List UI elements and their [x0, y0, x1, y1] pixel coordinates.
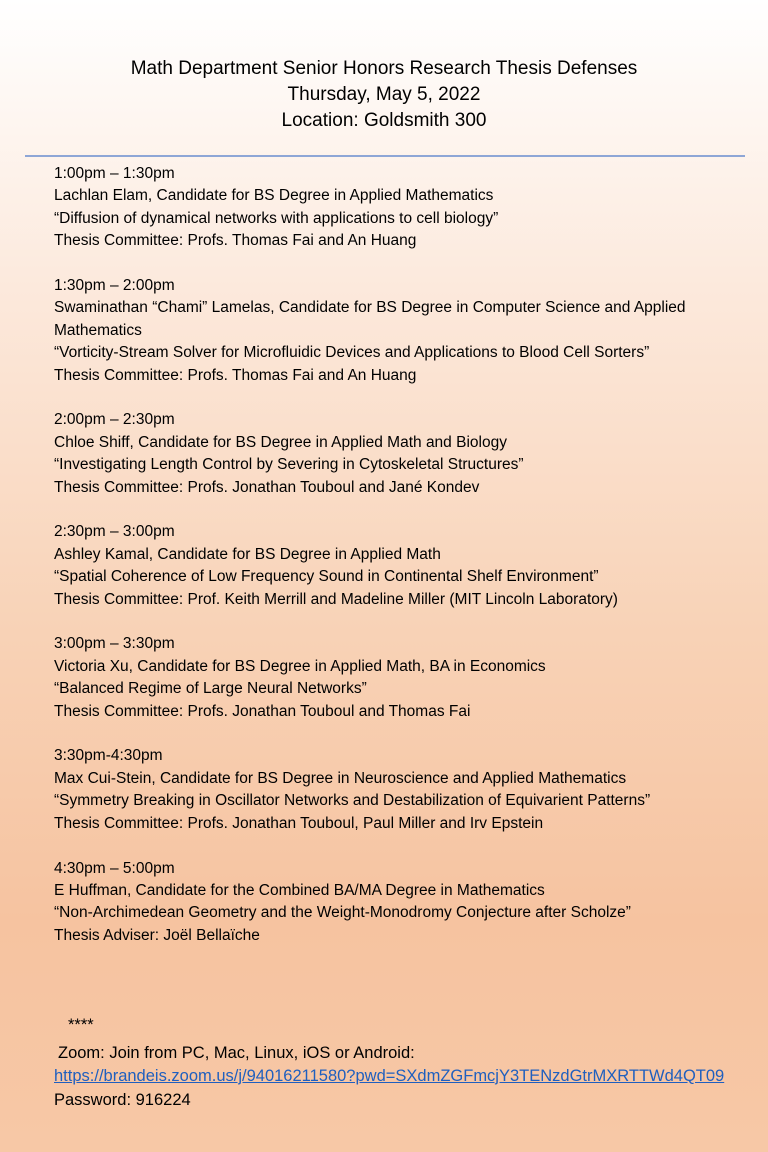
page-title: Math Department Senior Honors Research Thesis Defenses	[130, 58, 638, 79]
defense-committee: Thesis Committee: Profs. Thomas Fai and An Huang	[54, 232, 417, 250]
event-date: Thursday, May 5, 2022	[287, 84, 481, 105]
zoom-link[interactable]: https://brandeis.zoom.us/j/94016211580?pwd=SXdmZGFmcjY3TENzdGtrMXRTTWd4QT09	[54, 1067, 725, 1085]
defense-title: “Diffusion of dynamical networks with applications to cell biology”	[54, 209, 499, 227]
defense-title: “Investigating Length Control by Severing in Cytoskeletal Structures”	[54, 456, 524, 474]
defense-committee: Thesis Committee: Profs. Jonathan Touboul and Thomas Fai	[54, 702, 471, 720]
defense-committee: Thesis Adviser: Joël Bellaïche	[54, 926, 260, 944]
defense-entry	[54, 858, 744, 948]
defense-entry	[54, 521, 744, 611]
defense-title: “Symmetry Breaking in Oscillator Networks and Destabilization of Equivarient Patterns”	[54, 792, 651, 810]
defense-candidate: Ashley Kamal, Candidate for BS Degree in Applied Math	[54, 545, 441, 563]
defense-candidate: Victoria Xu, Candidate for BS Degree in Applied Math, BA in Economics	[54, 657, 546, 675]
zoom-details	[54, 1065, 744, 1112]
defense-time: 1:00pm – 1:30pm	[54, 165, 175, 182]
defense-candidate: E Huffman, Candidate for the Combined BA/MA Degree in Mathematics	[54, 881, 545, 899]
defense-title: “Spatial Coherence of Low Frequency Sound in Continental Shelf Environment”	[54, 568, 599, 586]
defense-candidate: Lachlan Elam, Candidate for BS Degree in Applied Mathematics	[54, 187, 494, 205]
defense-time: 4:30pm – 5:00pm	[54, 859, 175, 877]
defense-entry	[54, 275, 744, 387]
defense-candidate: Max Cui-Stein, Candidate for BS Degree in Neuroscience and Applied Mathematics	[54, 769, 627, 787]
header-divider	[25, 155, 745, 157]
defense-entry	[54, 745, 744, 835]
defense-title: “Non-Archimedean Geometry and the Weight-Monodromy Conjecture after Scholze”	[54, 904, 631, 922]
zoom-password: Password: 916224	[54, 1090, 191, 1109]
defense-title: “Vorticity-Stream Solver for Microfluidic Devices and Applications to Blood Cell Sorters”	[54, 344, 650, 362]
defense-schedule	[54, 163, 744, 970]
defense-candidate: Swaminathan “Chami” Lamelas, Candidate for BS Degree in Computer Science and Applied Mathematics	[54, 299, 686, 339]
defense-committee: Thesis Committee: Profs. Jonathan Touboul, Paul Miller and Irv Epstein	[54, 814, 544, 832]
defense-entry	[54, 163, 744, 253]
defense-entry	[54, 409, 744, 499]
zoom-info	[54, 1014, 744, 1112]
event-location: Location: Goldsmith 300	[281, 110, 487, 131]
defense-time: 2:30pm – 3:00pm	[54, 523, 175, 541]
defense-time: 2:00pm – 2:30pm	[54, 411, 175, 429]
defense-entry	[54, 633, 744, 723]
defense-time: 3:00pm – 3:30pm	[54, 635, 175, 653]
defense-time: 3:30pm-4:30pm	[54, 747, 163, 765]
defense-time: 1:30pm – 2:00pm	[54, 277, 175, 295]
defense-title: “Balanced Regime of Large Neural Networks”	[54, 680, 367, 698]
defense-committee: Thesis Committee: Profs. Thomas Fai and An Huang	[54, 366, 417, 384]
separator-stars: ****	[68, 1016, 94, 1034]
defense-candidate: Chloe Shiff, Candidate for BS Degree in Applied Math and Biology	[54, 433, 507, 451]
zoom-intro: Zoom: Join from PC, Mac, Linux, iOS or Android:	[58, 1043, 415, 1062]
defense-committee: Thesis Committee: Prof. Keith Merrill and Madeline Miller (MIT Lincoln Laboratory)	[54, 590, 618, 608]
page-header	[0, 56, 768, 134]
defense-committee: Thesis Committee: Profs. Jonathan Touboul and Jané Kondev	[54, 478, 480, 496]
